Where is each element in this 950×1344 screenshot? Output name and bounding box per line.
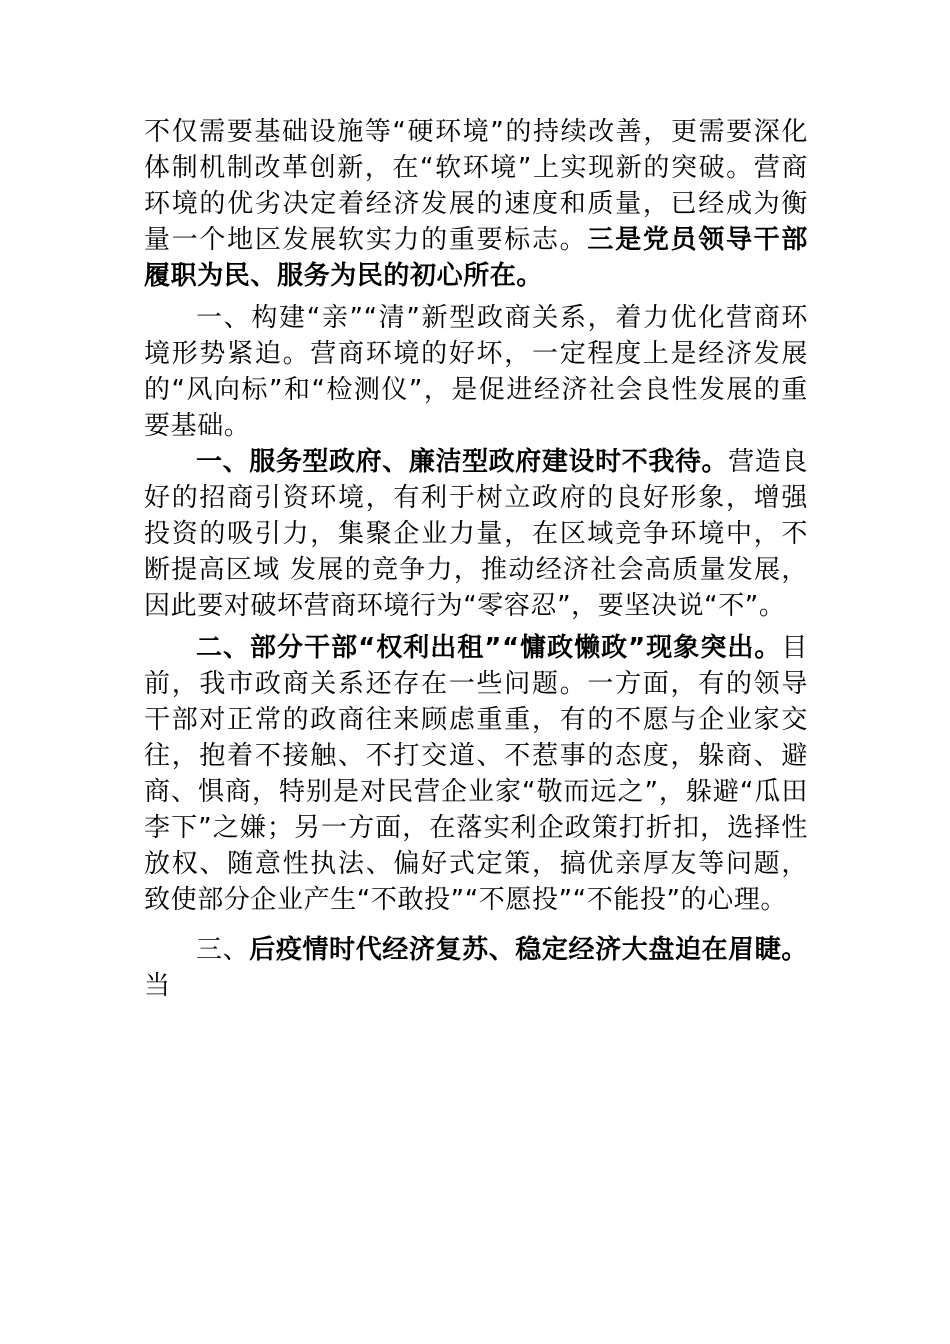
paragraph-bold-text: 后疫情时代经济复苏、稳定经济大盘迫在眉睫。: [249, 935, 808, 965]
paragraph-section-heading: [144, 300, 808, 444]
paragraph-tail-text: 当: [144, 971, 171, 1001]
document-body: [144, 114, 808, 1004]
paragraph-point-one: [144, 444, 808, 624]
paragraph-text: 目前，我市政商关系还存在一些问题。一方面，有的领导干部对正常的政商往来顾虑重重，有的不愿与企业家交往，抱着不接触、不打交道、不惹事的态度，躲商、避商、惧商，特别是对民营企业家“敬而远之”，躲避“瓜田李下”之嫌；另一方面，在落实利企政策打折扣，选择性放权、随意性执法、偏好式定策，搞优亲厚友等问题，致使部分企业产生“不敢投”“不愿投”“不能投”的心理。: [144, 633, 808, 915]
paragraph-continuation: [144, 114, 808, 294]
paragraph-text: 一、构建“亲”“清”新型政商关系，着力优化营商环境形势紧迫。营商环境的好坏，一定程度上是经济发展的“风向标”和“检测仪”，是促进经济社会良性发展的重要基础。: [144, 303, 808, 441]
paragraph-bold-text: 一、服务型政府、廉洁型政府建设时不我待。: [196, 447, 729, 477]
paragraph-point-two: [144, 630, 808, 918]
paragraph-lead-text: 三、: [196, 935, 250, 965]
paragraph-bold-text: 二、部分干部“权利出租”“慵政懒政”现象突出。: [196, 633, 782, 663]
paragraph-bold-text: 三是党员领导干部履职为民、服务为民的初心所在。: [144, 225, 808, 291]
paragraph-text: 营造良好的招商引资环境，有利于树立政府的良好形象，增强投资的吸引力，集聚企业力量，在区域竞争环境中，不断提高区域 发展的竞争力，推动经济社会高质量发展，因此要对破坏营商环境行为“零容忍”，要坚决说“不”。: [144, 447, 808, 621]
paragraph-text: 不仅需要基础设施等“硬环境”的持续改善，更需要深化体制机制改革创新，在“软环境”上实现新的突破。营商环境的优劣决定着经济发展的速度和质量，已经成为衡量一个地区发展软实力的重要标志。: [144, 117, 808, 255]
paragraph-point-three: [144, 932, 808, 1004]
